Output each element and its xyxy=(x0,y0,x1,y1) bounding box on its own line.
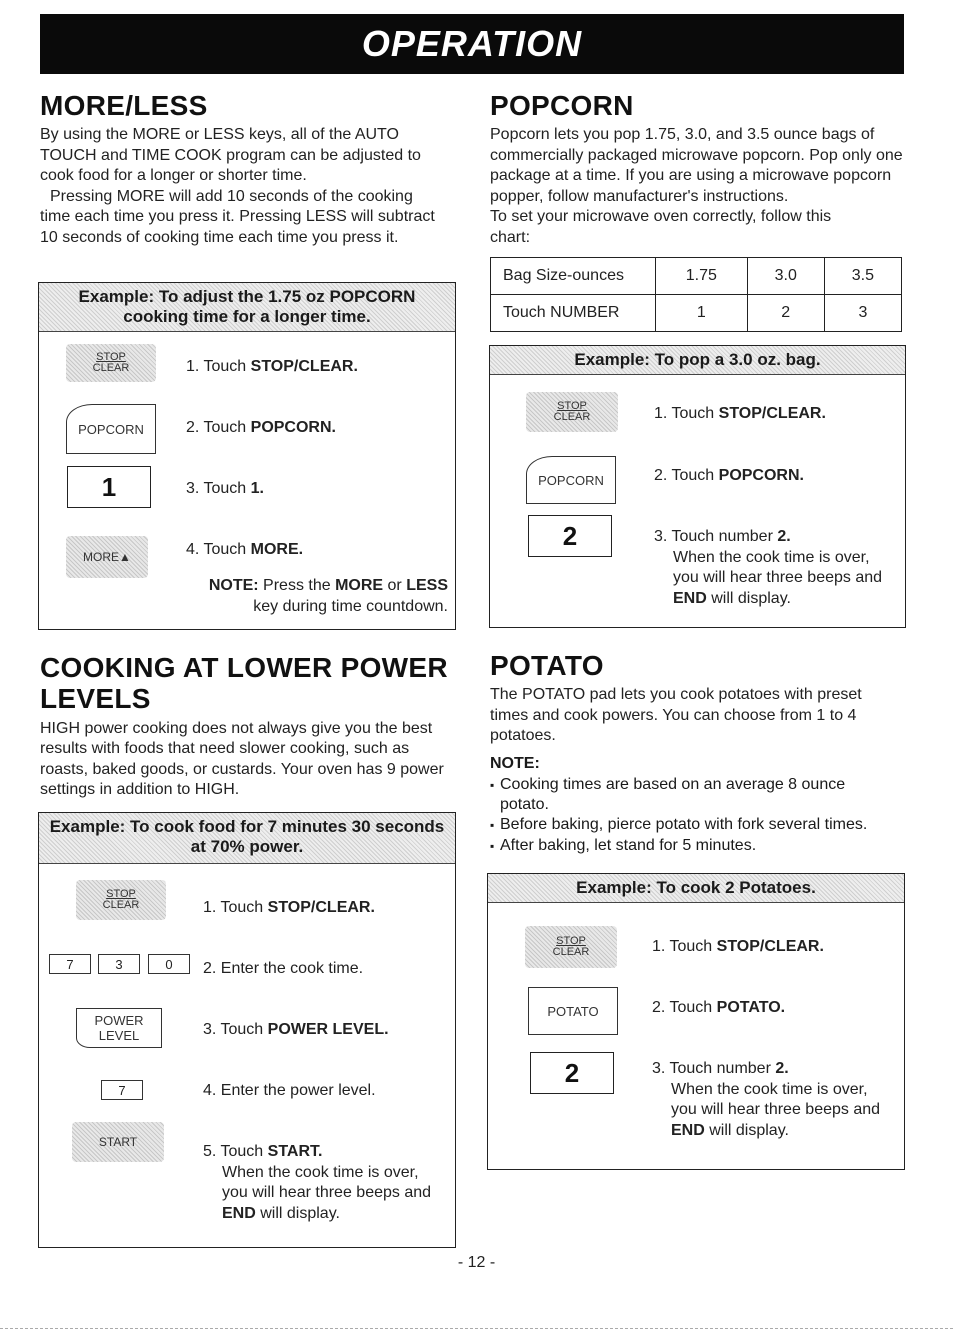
table-cell: 3.0 xyxy=(747,258,824,295)
banner-title: OPERATION xyxy=(361,23,583,64)
table-row xyxy=(491,258,902,295)
popcorn-title: POPCORN xyxy=(490,90,634,121)
popcorn-para2: To set your microwave oven correctly, follow this chart: xyxy=(490,208,832,246)
table-row xyxy=(491,295,902,332)
more-less-title: MORE/LESS xyxy=(40,90,208,121)
number-0-key: 0 xyxy=(148,954,190,974)
potato-example-title: Example: To cook 2 Potatoes. xyxy=(488,874,904,903)
potato-step-3: 3. Touch number 2. When the cook time is over, you will hear three beeps and END will display. xyxy=(652,1060,881,1139)
page-number: - 12 - xyxy=(457,1254,496,1271)
table-cell: 3 xyxy=(824,295,901,332)
popcorn-section xyxy=(490,90,905,248)
more-less-example-title: Example: To adjust the 1.75 oz POPCORN cooking time for a longer time. xyxy=(39,283,455,332)
lower-power-step-4: 4. Enter the power level. xyxy=(203,1082,376,1099)
popcorn-example-title: Example: To pop a 3.0 oz. bag. xyxy=(490,346,905,375)
more-less-step-1: 1. Touch STOP/CLEAR. xyxy=(186,358,358,375)
start-key: START xyxy=(72,1122,164,1162)
stop-clear-key-4: STOP CLEAR xyxy=(525,926,617,968)
operation-banner xyxy=(40,14,904,74)
potato-step-1: 1. Touch STOP/CLEAR. xyxy=(652,938,824,955)
more-less-note: NOTE: Press the MORE or LESS key during time countdown. xyxy=(208,577,448,615)
number-2-key: 2 xyxy=(528,515,612,557)
table-cell: Bag Size-ounces xyxy=(491,258,656,295)
table-cell: 1.75 xyxy=(656,258,748,295)
page-bottom-rule xyxy=(0,1328,953,1329)
list-item: ▪ After baking, let stand for 5 minutes. xyxy=(490,836,905,856)
popcorn-key-2: POPCORN xyxy=(526,456,616,504)
potato-key: POTATO xyxy=(528,987,618,1035)
power-level-key: POWER LEVEL xyxy=(76,1008,162,1048)
lower-power-step-2: 2. Enter the cook time. xyxy=(203,960,364,977)
more-less-step-4: 4. Touch MORE. xyxy=(186,541,304,558)
number-1-key: 1 xyxy=(67,466,151,508)
lower-power-title: COOKING AT LOWER POWER LEVELS xyxy=(40,652,448,715)
table-cell: 3.5 xyxy=(824,258,901,295)
potato-notes xyxy=(490,775,905,856)
number-7-key-2: 7 xyxy=(101,1080,143,1100)
stop-clear-key: STOP CLEAR xyxy=(66,344,156,382)
potato-section xyxy=(490,650,905,856)
number-7-key: 7 xyxy=(49,954,91,974)
popcorn-size-table xyxy=(490,257,902,332)
more-less-step-2: 2. Touch POPCORN. xyxy=(186,419,336,436)
popcorn-step-1: 1. Touch STOP/CLEAR. xyxy=(654,405,826,422)
lower-power-step-5: 5. Touch START. When the cook time is over, you will hear three beeps and END will display. xyxy=(203,1143,432,1222)
potato-note-label: NOTE: xyxy=(490,754,540,772)
lower-power-step-3: 3. Touch POWER LEVEL. xyxy=(203,1021,389,1038)
number-3-key: 3 xyxy=(98,954,140,974)
potato-para: The POTATO pad lets you cook potatoes with preset times and cook powers. You can choose from 1 to 4 potatoes. xyxy=(490,686,862,745)
popcorn-step-3: 3. Touch number 2. When the cook time is over, you will hear three beeps and END will display. xyxy=(654,528,883,607)
lower-power-para: HIGH power cooking does not always give you the best results with foods that need slower cooking, such as roasts, baked goods, or custards. Your oven has 9 power settings in addition to HIGH. xyxy=(40,719,444,799)
lower-power-step-1: 1. Touch STOP/CLEAR. xyxy=(203,899,375,916)
list-item: ▪ Before baking, pierce potato with fork several times. xyxy=(490,815,905,835)
stop-clear-key-2: STOP CLEAR xyxy=(76,880,166,920)
popcorn-para1: Popcorn lets you pop 1.75, 3.0, and 3.5 ounce bags of commercially packaged microwave popcorn. Pop only one package at a time. If you are using a microwave popcorn popper, follow manufacturer's instructions. xyxy=(490,126,903,205)
number-2-key-2: 2 xyxy=(530,1052,614,1094)
stop-clear-key-3: STOP CLEAR xyxy=(526,392,618,432)
lower-power-section xyxy=(40,652,456,801)
more-key: MORE▲ xyxy=(66,536,148,578)
potato-step-2: 2. Touch POTATO. xyxy=(652,999,786,1016)
list-item: ▪ Cooking times are based on an average 8 ounce potato. xyxy=(490,775,880,816)
table-cell: 1 xyxy=(656,295,748,332)
more-less-step-3: 3. Touch 1. xyxy=(186,480,264,497)
potato-title: POTATO xyxy=(490,650,604,681)
popcorn-step-2: 2. Touch POPCORN. xyxy=(654,467,804,484)
more-less-para1: By using the MORE or LESS keys, all of the AUTO TOUCH and TIME COOK program can be adjusted to cook food for a longer or shorter time. xyxy=(40,126,421,185)
table-cell: Touch NUMBER xyxy=(491,295,656,332)
lower-power-example-title: Example: To cook food for 7 minutes 30 seconds at 70% power. xyxy=(39,813,455,864)
popcorn-key: POPCORN xyxy=(66,404,156,454)
more-less-section xyxy=(40,90,456,248)
more-less-para2: Pressing MORE will add 10 seconds of the cooking time each time you press it. Pressing LESS will subtract 10 seconds of cooking time each time you press it. xyxy=(40,187,435,246)
table-cell: 2 xyxy=(747,295,824,332)
